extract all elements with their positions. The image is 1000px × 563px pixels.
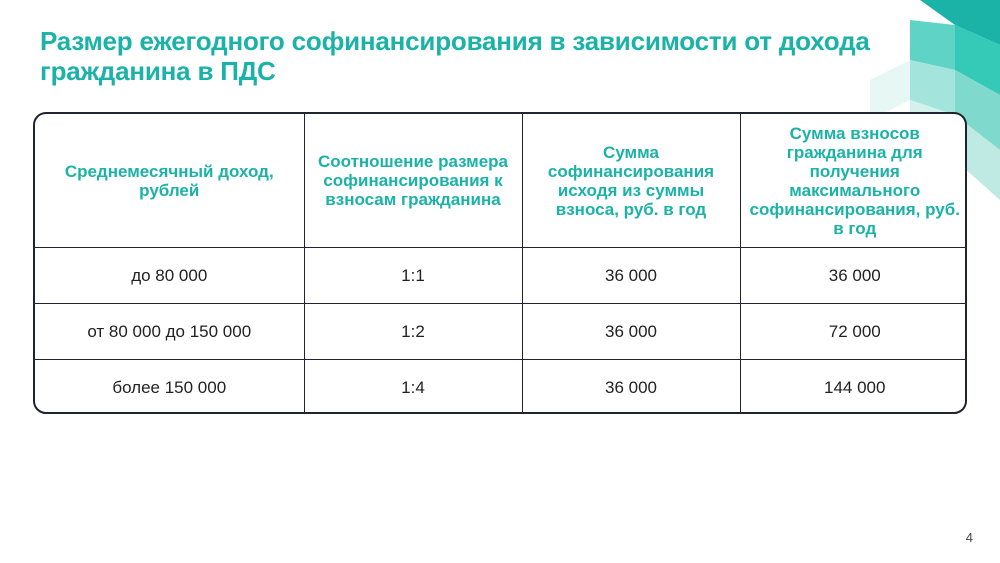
cell-contributions: 72 000 (740, 304, 967, 360)
table-row (35, 304, 967, 360)
cell-contributions: 144 000 (824, 377, 886, 397)
page-number: 4 (965, 530, 973, 545)
header-cofinancing-amount: Сумма софинансирования исходя из суммы взноса, руб. в год (522, 114, 740, 248)
table-row (35, 248, 967, 304)
cell-cofinancing: 36 000 (522, 304, 740, 360)
cell-ratio: 1:4 (304, 360, 522, 415)
cell-income: до 80 000 (35, 248, 304, 304)
cell-cofinancing: 36 000 (522, 360, 740, 415)
table-header-row (35, 114, 967, 248)
cell-contributions: 36 000 (740, 248, 967, 304)
table-row (35, 360, 967, 415)
header-ratio: Соотношение размера софинансирования к взносам гражданина (304, 114, 522, 248)
header-monthly-income: Среднемесячный доход, рублей (35, 114, 304, 248)
header-required-contributions: Сумма взносов гражданина для получения максимального софинансирования, руб. в год (740, 114, 967, 248)
cell-income: более 150 000 (35, 360, 304, 415)
cell-ratio: 1:2 (304, 304, 522, 360)
cell-ratio: 1:1 (304, 248, 522, 304)
slide-title: Размер ежегодного софинансирования в зависимости от дохода гражданина в ПДС (40, 26, 870, 86)
cell-income: от 80 000 до 150 000 (35, 304, 304, 360)
cofinancing-table (33, 112, 967, 414)
cell-cofinancing: 36 000 (522, 248, 740, 304)
